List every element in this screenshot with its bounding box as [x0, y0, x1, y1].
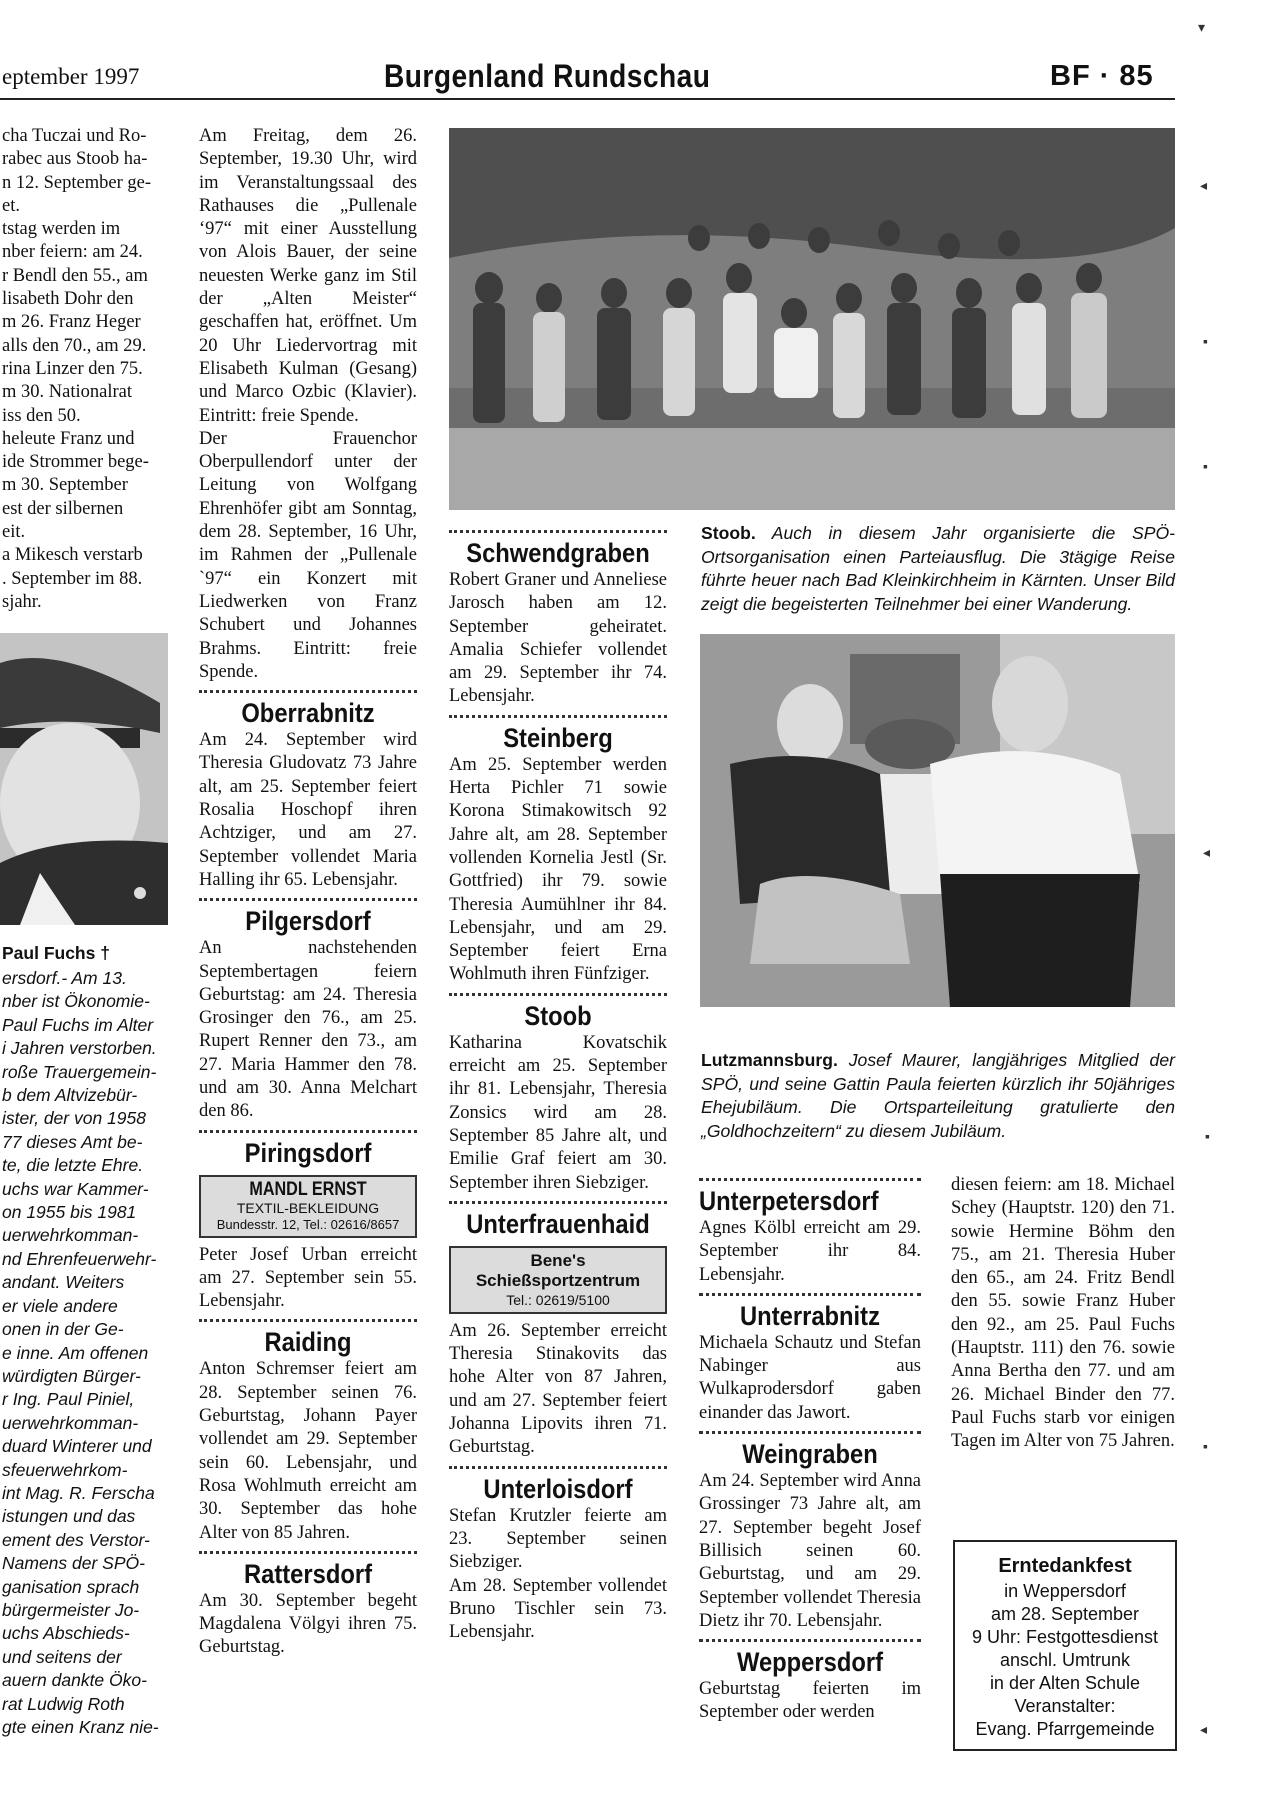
pilgersdorf-text: An nachstehenden Septembertagen feiern Geburtstag: am 24. Theresia Grosinger den 76., am 25. Rupert Renner den 73., am 27. Maria Hammer den 78. und am 30. Anna Melchart den 86. [199, 938, 417, 1122]
divider [199, 1319, 417, 1322]
obit-line: te, die letzte Ehre. [2, 1155, 144, 1176]
obit-line: b dem Altvizebür- [2, 1085, 138, 1106]
obit-line: uerwehrkomman- [2, 1412, 139, 1433]
divider [199, 690, 417, 693]
obit-line: i Jahren verstorben. [2, 1038, 157, 1059]
col1-line: est der silbernen [2, 498, 124, 519]
obit-line: bürgermeister Jo- [2, 1599, 140, 1620]
portrait-illustration [0, 633, 168, 925]
divider [699, 1431, 921, 1434]
divider [449, 715, 667, 718]
divider [199, 898, 417, 901]
heading-weingraben: Weingraben [742, 1439, 878, 1470]
page-number: BF · 85 [1050, 60, 1154, 92]
obituary-text [2, 967, 170, 1739]
col1-line: r Bendl den 55., am [2, 265, 148, 286]
raiding-text: Anton Schremser feiert am 28. September seinen 76. Geburtstag, Johann Payer vollendet am 29. September sein 60. Lebensjahr, und Rosa Wohlmuth erreicht am 30. September das hohe Alter von 85 Jahren. [199, 1359, 417, 1543]
divider [449, 1201, 667, 1204]
schwendgraben-text: Robert Graner und Anneliese Jarosch haben am 12. September geheiratet. Amalia Schiefer vollendet am 29. September ihr 74. Lebensjahr. [449, 570, 667, 707]
col1-line: eit. [2, 522, 26, 543]
unterpetersdorf-text: Agnes Kölbl erreicht am 29. September ihr 84. Lebensjahr. [699, 1218, 921, 1285]
unterrabnitz-text: Michaela Schautz und Stefan Nabinger aus Wulkaprodersdorf gaben einander das Jawort. [699, 1332, 921, 1423]
obit-line: würdigten Bürger- [2, 1365, 141, 1386]
col1-line: rabec aus Stoob ha- [2, 149, 148, 170]
couple-photo-caption [701, 1049, 1175, 1143]
couple-photo-illustration [700, 634, 1175, 1007]
caption-place: Lutzmannsburg. [701, 1050, 838, 1070]
heading-oberrabnitz: Oberrabnitz [241, 698, 375, 729]
divider [449, 530, 667, 533]
scan-mark: ▪ [1203, 335, 1208, 350]
obit-line: ement des Verstor- [2, 1529, 150, 1550]
obit-line: andant. Weiters [2, 1272, 125, 1293]
obit-line: rat Ludwig Roth [2, 1693, 125, 1714]
obit-line: uchs Abschieds- [2, 1623, 130, 1644]
ad-address: Bundesstr. 12, Tel.: 02616/8657 [216, 1216, 400, 1232]
obit-line: sfeuerwehrkom- [2, 1459, 128, 1480]
divider [449, 1466, 667, 1469]
obituary-name [2, 942, 170, 965]
col1-line: lisabeth Dohr den [2, 289, 134, 310]
rattersdorf-text: Am 30. September begeht Magdalena Völgyi ihren 75. Geburtstag. [199, 1590, 417, 1658]
col1-line: rina Linzer den 75. [2, 358, 143, 379]
obituary-portrait-photo [0, 633, 168, 925]
obit-line: ersdorf.- Am 13. [2, 968, 127, 988]
divider [199, 1551, 417, 1554]
obit-line: e inne. Am offenen [2, 1342, 149, 1363]
obit-line: und seitens der [2, 1646, 122, 1667]
ad-benes-schiesssportzentrum [449, 1246, 667, 1314]
col1-line: a Mikesch verstarb [2, 545, 143, 566]
ad-subtitle: Schießsportzentrum [475, 1270, 641, 1290]
scan-mark: ▪ [1203, 1440, 1208, 1455]
ad-phone: Tel.: 02619/5100 [506, 1291, 610, 1308]
heading-raiding: Raiding [264, 1327, 352, 1358]
oberrabnitz-text: Am 24. September wird Theresia Gludovatz 73 Jahre alt, am 25. September feiert Rosalia Hoschopf ihren Achtziger, und am 27. September vollendet Maria Halling ihr 65. Lebensjahr. [199, 730, 417, 890]
couple-photo [700, 634, 1175, 1007]
box-line: Veranstalter: [1014, 1696, 1116, 1716]
divider [449, 993, 667, 996]
obit-line: er viele andere [2, 1295, 118, 1316]
col1-line: sjahr. [2, 591, 42, 612]
divider [699, 1293, 921, 1296]
box-line: am 28. September [990, 1604, 1140, 1624]
col1-line: m 26. Franz Heger [2, 312, 141, 333]
caption-text: Auch in diesem Jahr organisierte die SPÖ-Ortsorganisation einen Parteiausflug. Die 3tägige Reise führte heuer nach Bad Kleinkirchheim in Kärnten. Unser Bild zeigt die begeisterten Teilnehmer bei einer Wanderung. [701, 523, 1175, 614]
heading-weppersdorf: Weppersdorf [736, 1647, 884, 1678]
box-line: in Weppersdorf [1004, 1581, 1126, 1601]
caption-text: Josef Maurer, langjähriges Mitglied der SPÖ, und seine Gattin Paula feierten kürzlich ihr 50jähriges Ehejubiläum. Die Ortsparteileitung gratulierte den „Goldhochzeitern“ zu diesem Jubiläum. [701, 1050, 1175, 1141]
column-3 [449, 522, 667, 1644]
frauenchor-text: Der Frauenchor Oberpullendorf unter der Leitung von Wolfgang Ehrenhöfer gibt am Sonntag, dem 28. September, 16 Uhr, im Rahmen der „Pullenale `97“ ein Konzert mit Liedwerken von Franz Schubert und Johannes Brahms. Eintritt: freie Spende. [199, 428, 417, 682]
obit-line: gte einen Kranz nie- [2, 1717, 159, 1737]
column-2 [199, 125, 417, 1660]
scan-mark: ▾ [1198, 21, 1206, 36]
scan-mark: ◂ [1200, 1723, 1208, 1738]
ad-name: Bene's [530, 1250, 586, 1270]
unterloisdorf-text-2: Am 28. September vollendet Bruno Tischler sein 73. Lebensjahr. [449, 1575, 667, 1643]
obit-line: nber ist Ökonomie- [2, 991, 150, 1012]
erntedankfest-box [953, 1540, 1177, 1751]
heading-unterloisdorf: Unterloisdorf [483, 1473, 633, 1504]
group-photo-illustration [449, 128, 1175, 510]
obit-line: onen in der Ge- [2, 1319, 124, 1340]
obituary-heading: Paul Fuchs † [2, 943, 110, 963]
scan-mark: ▪ [1205, 1130, 1210, 1145]
heading-unterpetersdorf: Unterpetersdorf [699, 1186, 879, 1216]
divider [199, 1130, 417, 1133]
heading-unterfrauenhaid: Unterfrauenhaid [466, 1208, 650, 1239]
col1-line: n 12. September ge- [2, 172, 151, 193]
box-line: in der Alten Schule [989, 1673, 1141, 1693]
caption-place: Stoob. [701, 523, 756, 543]
box-title: Erntedankfest [998, 1555, 1132, 1577]
heading-schwendgraben: Schwendgraben [466, 538, 650, 568]
obit-line: ister, der von 1958 [2, 1108, 146, 1129]
weppersdorf-text: Geburtstag feierten im September oder werden [699, 1679, 921, 1723]
heading-unterrabnitz: Unterrabnitz [740, 1300, 880, 1331]
box-line: 9 Uhr: Festgottesdienst [971, 1627, 1159, 1647]
obit-line: int Mag. R. Ferscha [2, 1482, 155, 1503]
piringsdorf-text: Peter Josef Urban erreicht am 27. September sein 55. Lebensjahr. [199, 1244, 417, 1312]
obit-line: duard Winterer und [2, 1436, 152, 1457]
header-rule [0, 98, 1175, 100]
col1-line: iss den 50. [2, 405, 81, 426]
obit-line: istungen und das [2, 1506, 136, 1527]
obit-line: 77 dieses Amt be- [2, 1131, 143, 1152]
obit-line: on 1955 bis 1981 [2, 1202, 137, 1223]
box-line: anschl. Umtrunk [999, 1650, 1131, 1670]
col1-line: . September im 88. [2, 568, 143, 589]
group-photo [449, 128, 1175, 510]
obit-line: Namens der SPÖ- [2, 1553, 145, 1574]
scan-mark: ◂ [1203, 846, 1211, 861]
obit-line: ganisation sprach [2, 1576, 140, 1597]
obit-line: auern dankte Öko- [2, 1670, 147, 1691]
col1-line: m 30. Nationalrat [2, 382, 132, 403]
col1-line: m 30. September [2, 475, 128, 496]
weingraben-text: Am 24. September wird Anna Grossinger 73 Jahre alt, am 27. September begeht Josef Billisich seinen 60. Geburtstag, und am 29. September vollendet Theresia Dietz ihr 70. Lebensjahr. [699, 1471, 921, 1631]
unterfrauenhaid-text: Am 26. September erreicht Theresia Stinakovits das hohe Alter von 87 Jahren, und am 27. September feiert Johanna Lipovits ihren 71. Geburtstag. [449, 1320, 667, 1458]
stoob-text: Katharina Kovatschik erreicht am 25. September ihr 81. Lebensjahr, Theresia Zonsics wird am 28. September 85 Jahre alt, und Emilie Graf feiert am 30. September ihren Siebziger. [449, 1032, 667, 1193]
obit-line: roße Trauergemein- [2, 1061, 157, 1082]
heading-steinberg: Steinberg [503, 722, 613, 753]
divider [699, 1178, 921, 1181]
obit-line: uchs war Kammer- [2, 1178, 149, 1199]
steinberg-text: Am 25. September werden Herta Pichler 71 sowie Korona Stimakowitsch 92 Jahre alt, am 28. September vollenden Kornelia Jestl (Sr. Gottfried) ihr 79. sowie Theresia Aumühlner ihr 84. Lebensjahr, und am 29. September feiert Erna Wohlmuth ihren Fünfziger. [449, 754, 667, 985]
heading-stoob: Stoob [524, 1000, 592, 1031]
pullenale-text: Am Freitag, dem 26. September, 19.30 Uhr, wird im Veranstaltungssaal des Rathauses die „Pullenale ‘97“ mit einer Ausstellung von Alois Bauer, der seine neuesten Werke ganz im Stil der „Alten Meister“ geschaffen hat, eröffnet. Um 20 Uhr Liedervortrag mit Elisabeth Kulman (Gesang) und Marco Ozbic (Klavier). Eintritt: freie Spende. [199, 126, 417, 426]
heading-pilgersdorf: Pilgersdorf [245, 906, 371, 937]
obit-line: r Ing. Paul Piniel, [2, 1389, 135, 1410]
col1-line: tstag werden im [2, 219, 121, 240]
col1-line: nber feiern: am 24. [2, 242, 143, 263]
column-1-top [2, 125, 170, 614]
issue-date: eptember 1997 [2, 64, 140, 89]
scan-mark: ▪ [1203, 460, 1208, 475]
scan-mark: ◂ [1200, 179, 1208, 194]
obit-line: Paul Fuchs im Alter [2, 1014, 154, 1035]
obit-line: nd Ehrenfeuerwehr- [2, 1248, 157, 1269]
column-4 [699, 1172, 921, 1725]
heading-rattersdorf: Rattersdorf [243, 1558, 373, 1589]
col1-line: et. [2, 195, 20, 216]
ad-subtitle: TEXTIL-BEKLEIDUNG [236, 1199, 380, 1216]
obit-line: uerwehrkomman- [2, 1225, 139, 1246]
newspaper-title: Burgenland Rundschau [384, 58, 711, 94]
box-line: Evang. Pfarrgemeinde [975, 1719, 1155, 1739]
divider [699, 1639, 921, 1642]
ad-mandl-ernst [199, 1175, 417, 1238]
col1-line: ide Strommer bege- [2, 452, 149, 473]
unterloisdorf-text: Stefan Krutzler feierte am 23. September seinen Siebziger. [449, 1505, 667, 1573]
col1-line: cha Tuczai und Ro- [2, 126, 147, 146]
weppersdorf-continued-text: diesen feiern: am 18. Michael Schey (Hauptstr. 120) den 71. sowie Hermine Böhm den 75., am 21. Theresia Huber den 65., am 24. Fritz Bendl den 55. sowie Franz Huber den 92., am 25. Paul Fuchs (Hauptstr. 111) den 76. sowie Anna Bertha den 77. und am 26. Michael Binder den 77. Paul Fuchs starb vor einigen Tagen im Alter von 75 Jahren. [951, 1175, 1175, 1452]
group-photo-caption [701, 522, 1175, 616]
column-5 [951, 1174, 1175, 1454]
heading-piringsdorf: Piringsdorf [244, 1137, 372, 1168]
ad-name: MANDL ERNST [249, 1178, 367, 1200]
col1-line: alls den 70., am 29. [2, 335, 147, 356]
col1-line: heleute Franz und [2, 428, 135, 449]
